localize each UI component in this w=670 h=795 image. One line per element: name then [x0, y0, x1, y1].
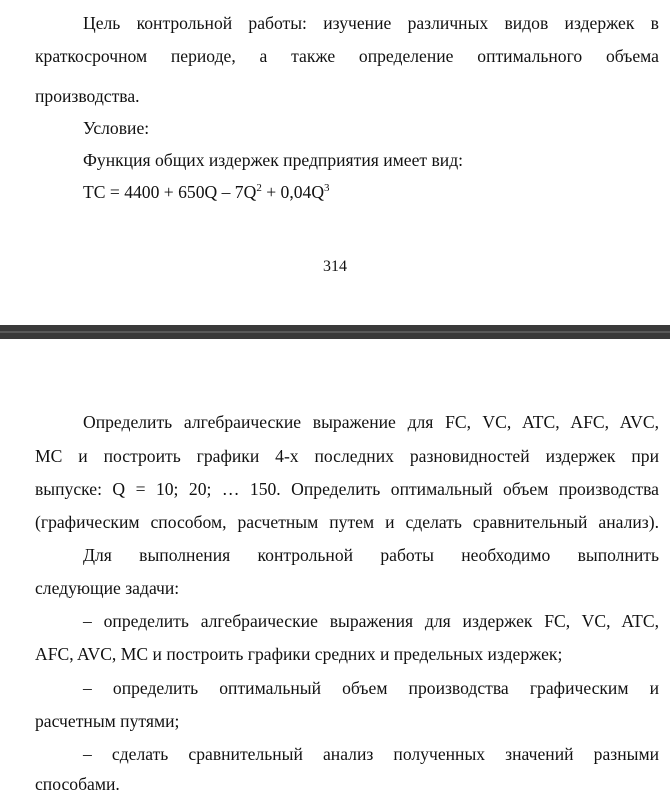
function-intro: Функция общих издержек предприятия имеет вид:	[83, 150, 464, 170]
page-separator-line	[0, 331, 670, 333]
task-line-3: выпуске: Q = 10; 20; … 150. Определить оптимальный объем производства	[35, 479, 659, 499]
task-line-1: Определить алгебраические выражение для FC, VC, ATC, AFC, AVC,	[83, 412, 659, 432]
list-item-2-line-1: – определить оптимальный объем производства графическим и	[83, 678, 659, 698]
page-number: 314	[323, 258, 347, 275]
cost-formula	[83, 181, 659, 203]
page-315	[0, 339, 670, 794]
tasks-intro-line-2: следующие задачи:	[35, 578, 180, 598]
list-item-1-line-2: AFC, AVC, MC и построить графики средних и предельных издержек;	[35, 644, 563, 664]
condition-label: Условие:	[83, 118, 150, 138]
list-item-3-line-2: способами.	[35, 774, 120, 794]
task-line-2: MC и построить графики 4-х последних разновидностей издержек при	[35, 446, 659, 466]
formula-part-2: + 0,04Q	[261, 182, 325, 202]
list-item-3-line-1: – сделать сравнительный анализ полученных значений разными	[83, 744, 659, 764]
goal-line-1: Цель контрольной работы: изучение различных видов издержек в	[83, 13, 659, 33]
formula-exponent-3: 3	[324, 182, 330, 195]
formula-exponent-2: 2	[256, 182, 262, 195]
list-item-2-line-2: расчетным путями;	[35, 711, 180, 731]
task-line-4: (графическим способом, расчетным путем и сделать сравнительный анализ).	[35, 512, 659, 532]
formula-part-1: TC = 4400 + 650Q – 7Q	[83, 182, 257, 202]
page-314	[0, 0, 670, 325]
goal-line-3: производства.	[35, 86, 140, 106]
page-separator	[0, 325, 670, 339]
list-item-1-line-1: – определить алгебраические выражения для издержек FC, VC, ATC,	[83, 611, 659, 631]
tasks-intro-line-1: Для выполнения контрольной работы необходимо выполнить	[83, 545, 659, 565]
goal-line-2: краткосрочном периоде, а также определение оптимального объема	[35, 46, 659, 66]
